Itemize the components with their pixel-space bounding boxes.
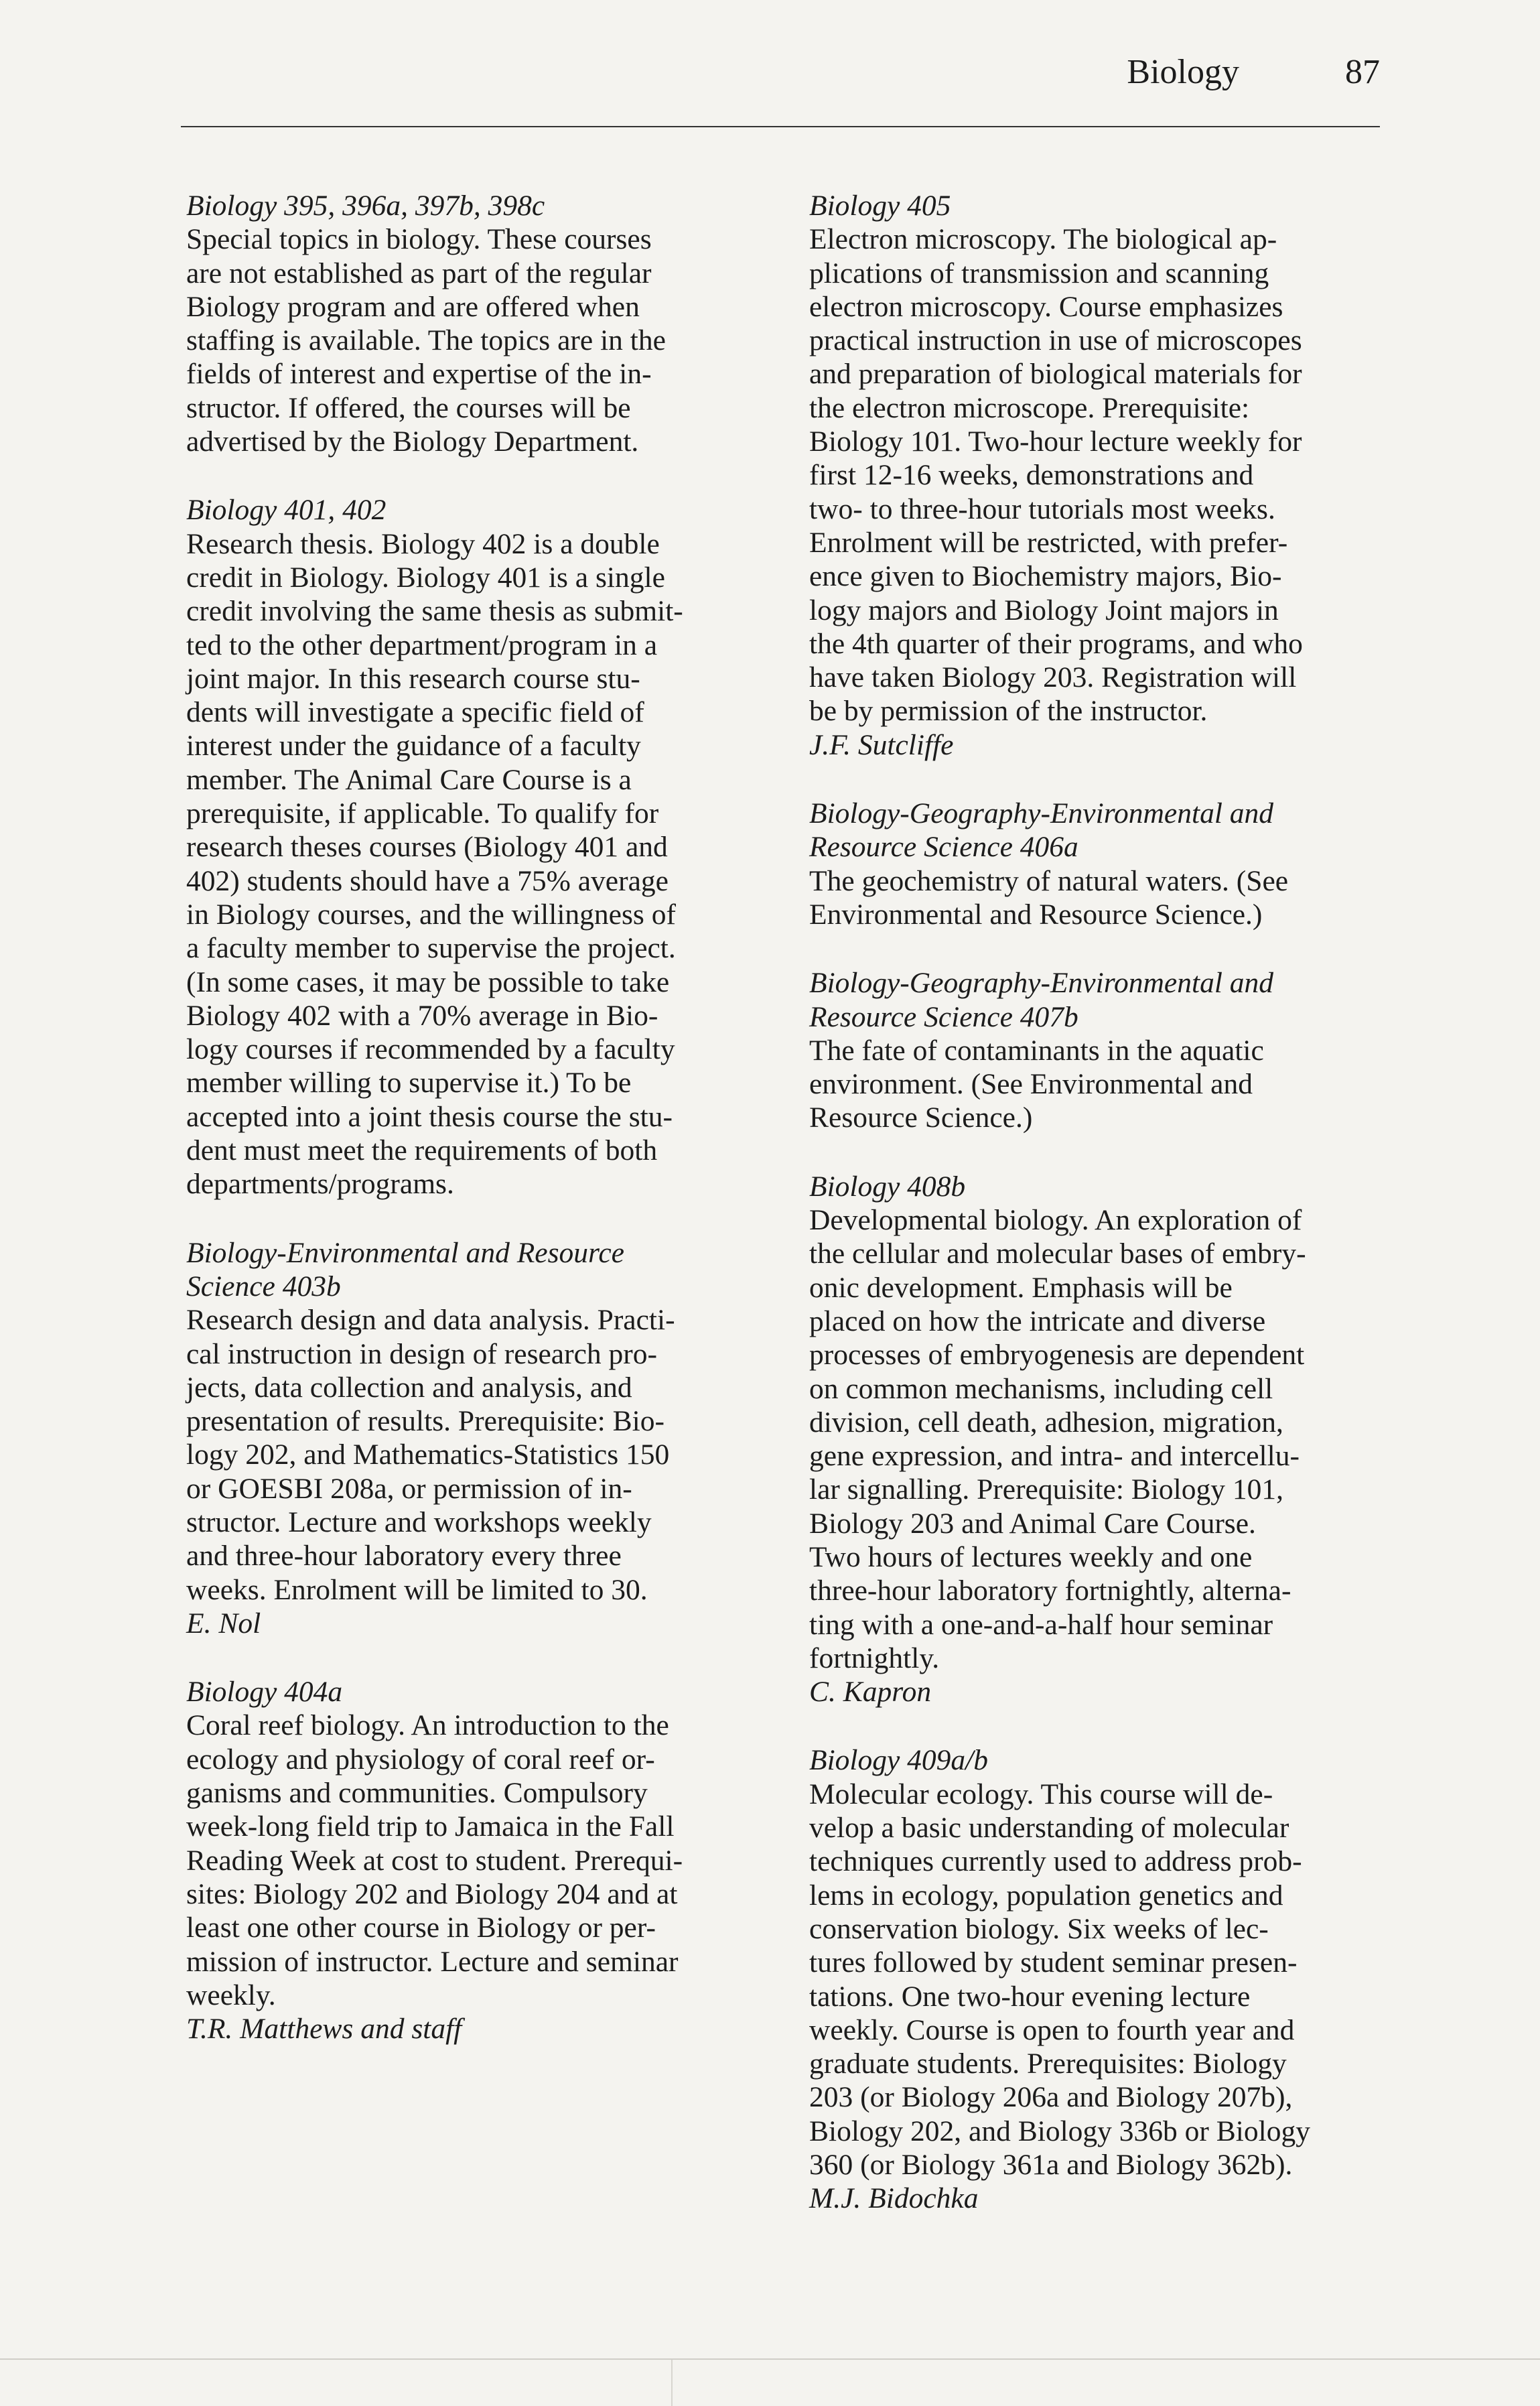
course-entry xyxy=(186,1675,776,2046)
course-description: Coral reef biology. An introduction to the ecology and physiology of coral reef or- ganisms and communities. Compulsory week-long field trip to Jamaica in the Fall Reading Week at cost to student. Prerequi- sites: Biology 202 and Biology 204 and at least one other course in Biology or per- mission of instructor. Lecture and seminar weekly. xyxy=(186,1709,683,2011)
course-title: Biology 405 xyxy=(809,190,951,222)
course-entry xyxy=(809,1170,1399,1709)
course-entry xyxy=(809,797,1399,931)
course-instructor: E. Nol xyxy=(186,1607,261,1640)
course-entry xyxy=(186,189,776,458)
course-instructor: T.R. Matthews and staff xyxy=(186,2013,462,2046)
course-description: Research design and data analysis. Practi- cal instruction in design of research pro- jects, data collection and analysis, and presentation of results. Prerequisite: Bio- logy 202, and Mathematics-Statistics 150 or GOESBI 208a, or permission of in- structor. Lecture and workshops weekly and three-hour laboratory every three weeks. Enrolment will be limited to 30. xyxy=(186,1304,675,1606)
course-title: Biology 395, 396a, 397b, 398c xyxy=(186,190,545,222)
course-description: The geochemistry of natural waters. (See Environmental and Resource Science.) xyxy=(809,864,1289,931)
page-bottom-edge xyxy=(0,2358,1540,2360)
course-title: Biology-Environmental and Resource Science 403b xyxy=(186,1236,624,1302)
left-column xyxy=(186,189,776,2080)
right-column xyxy=(809,189,1399,2251)
course-instructor: M.J. Bidochka xyxy=(809,2182,979,2215)
page-fold-line xyxy=(671,2360,673,2406)
course-entry xyxy=(809,189,1399,762)
course-entry xyxy=(809,1743,1399,2215)
running-section-title: Biology xyxy=(1127,53,1239,91)
course-description: The fate of contaminants in the aquatic environment. (See Environmental and Resource Science.) xyxy=(809,1034,1264,1134)
course-entry xyxy=(186,1236,776,1641)
course-entry xyxy=(809,966,1399,1134)
course-title: Biology 404a xyxy=(186,1676,343,1709)
page-header xyxy=(181,47,1380,127)
course-title: Biology 409a/b xyxy=(809,1744,989,1777)
course-title: Biology 408b xyxy=(809,1170,966,1203)
course-title: Biology 401, 402 xyxy=(186,494,387,527)
course-title: Biology-Geography-Environmental and Resource Science 406a xyxy=(809,797,1274,864)
course-description: Electron microscopy. The biological ap- plications of transmission and scanning electron microscopy. Course emphasizes practical instruction in use of microscopes and preparation of biological materials for the electron microscope. Prerequisite: Biology 101. Two-hour lecture weekly for first 12-16 weeks, demonstrations and two- to three-hour tutorials most weeks. Enrolment will be restricted, with prefer- ence given to Biochemistry majors, Bio- logy majors and Biology Joint majors in the 4th quarter of their programs, and who have taken Biology 203. Registration will be by permission of the instructor. xyxy=(809,223,1303,728)
course-entry xyxy=(186,493,776,1201)
course-description: Special topics in biology. These courses are not established as part of the regular Biology program and are offered when staffing is available. The topics are in the fields of interest and expertise of the in- structor. If offered, the courses will be advertised by the Biology Department. xyxy=(186,223,666,458)
course-description: Research thesis. Biology 402 is a double credit in Biology. Biology 401 is a single credit involving the same thesis as submit- ted to the other department/program in a joint major. In this research course stu- dents will investigate a specific field of interest under the guidance of a faculty member. The Animal Care Course is a prerequisite, if applicable. To qualify for research theses courses (Biology 401 and 402) students should have a 75% average in Biology courses, and the willingness of a faculty member to supervise the project. (In some cases, it may be possible to take Biology 402 with a 70% average in Bio- logy courses if recommended by a faculty member willing to supervise it.) To be accepted into a joint thesis course the stu- dent must meet the requirements of both departments/programs. xyxy=(186,527,683,1201)
page-number: 87 xyxy=(1345,53,1380,91)
course-instructor: C. Kapron xyxy=(809,1676,932,1709)
course-description: Developmental biology. An exploration of the cellular and molecular bases of embry- onic development. Emphasis will be placed on how the intricate and diverse processes of embryogenesis are dependent on common mechanisms, including cell division, cell death, adhesion, migration, gene expression, and intra- and intercellu- lar signalling. Prerequisite: Biology 101, Biology 203 and Animal Care Course. Two hours of lectures weekly and one three-hour laboratory fortnightly, alterna- ting with a one-and-a-half hour seminar fortnightly. xyxy=(809,1204,1306,1674)
course-description: Molecular ecology. This course will de- velop a basic understanding of molecular techniques currently used to address prob- lems in ecology, population genetics and conservation biology. Six weeks of lec- tures followed by student seminar presen- tations. One two-hour evening lecture weekly. Course is open to fourth year and graduate students. Prerequisites: Biology 203 (or Biology 206a and Biology 207b), Biology 202, and Biology 336b or Biology 360 (or Biology 361a and Biology 362b). xyxy=(809,1778,1310,2182)
course-instructor: J.F. Sutcliffe xyxy=(809,728,954,761)
course-title: Biology-Geography-Environmental and Resource Science 407b xyxy=(809,967,1274,1033)
